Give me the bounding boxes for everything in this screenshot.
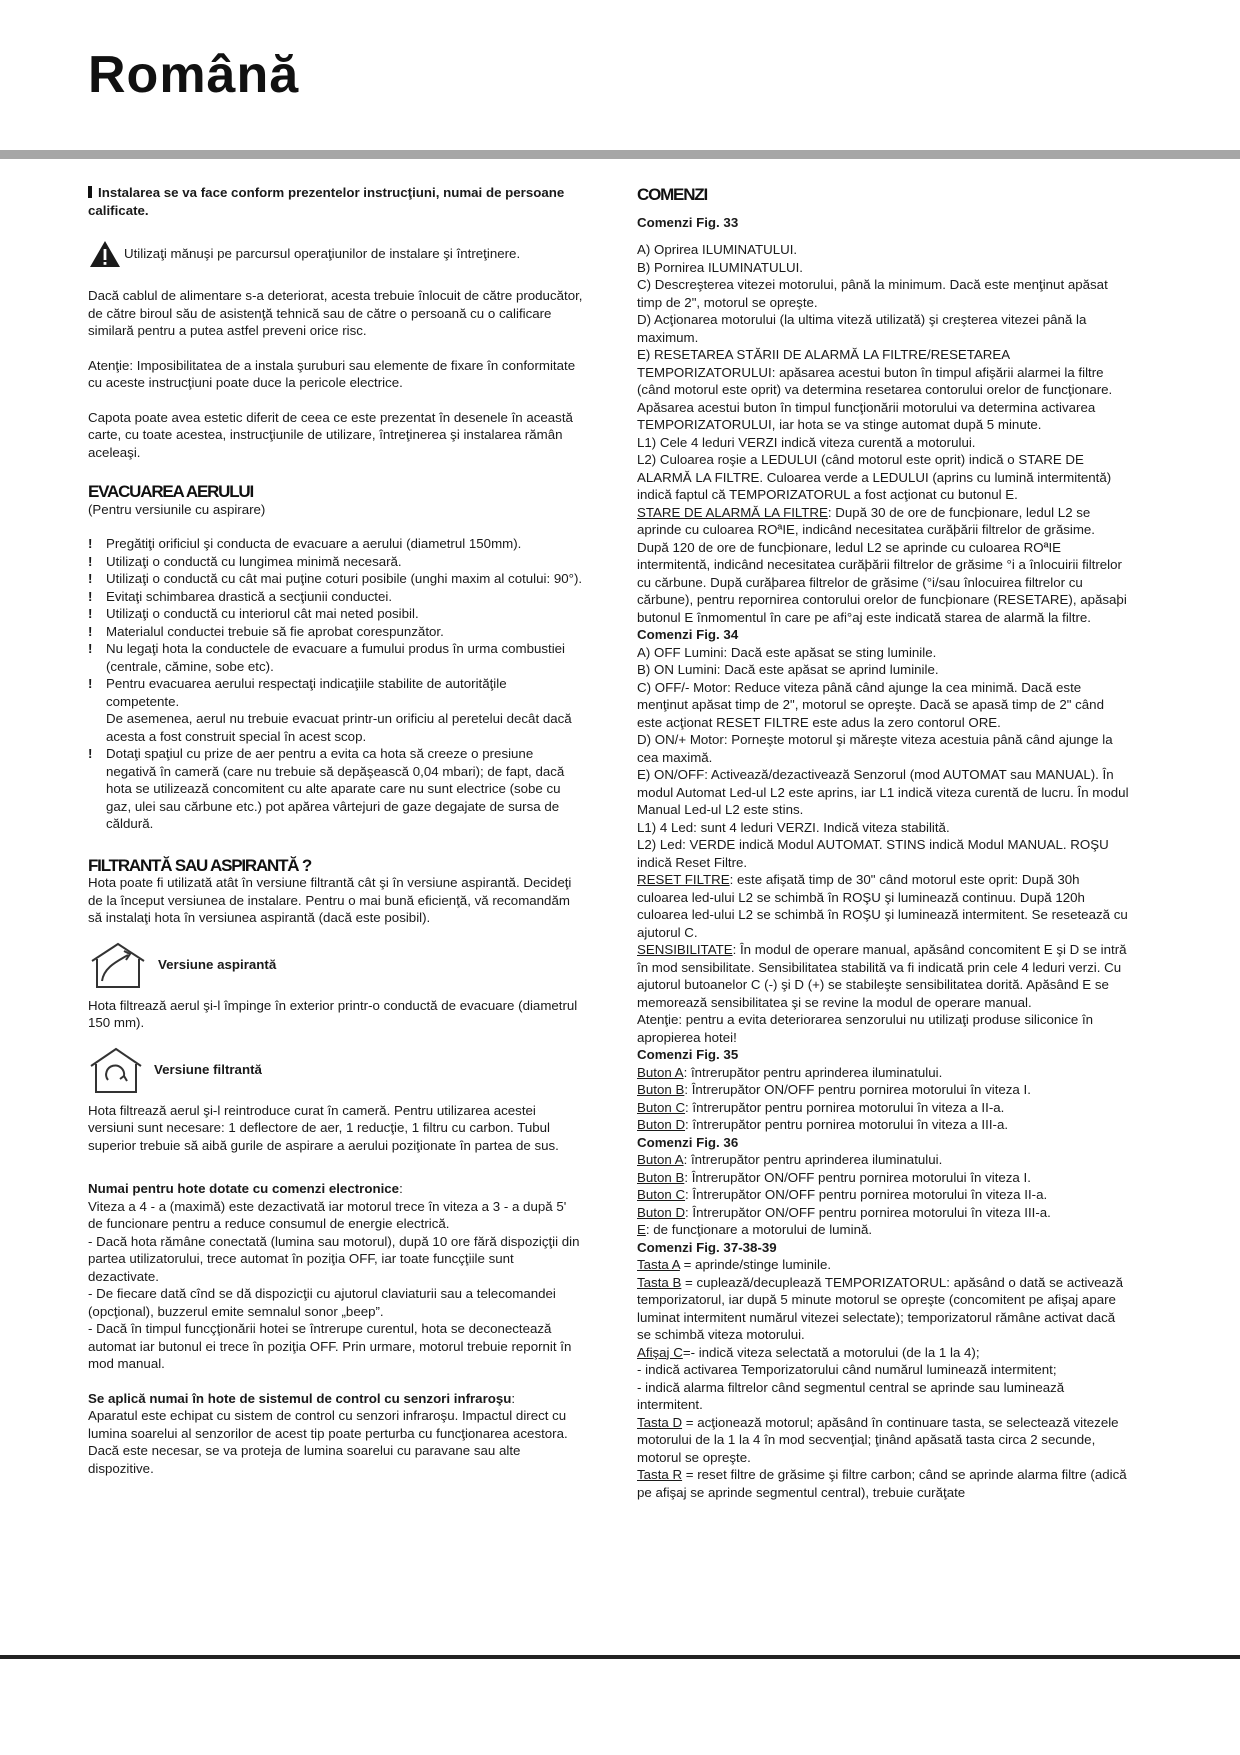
header-divider [0, 150, 1240, 159]
fig37-line: Tasta D = acţionează motorul; apăsând în continuare tasta, se selectează vitezele motorului de la 1 la 4 în mod secvenţial; ţinând apăsată tasta circa 2 secunde, motorul se opreşte. [637, 1414, 1119, 1465]
fig36-line: E: de funcţionare a motorului de lumină. [637, 1222, 873, 1237]
version-paragraph: Hota poate fi utilizată atât în versiune filtrantă cât şi în versiune aspirantă. Decideţi de la început versiunea de instalare. Pentru o mai bună eficienţă, vă recomandăm să instalaţi hota în versiunea aspirantă (dacă este posibil). [88, 875, 572, 925]
left-column [88, 184, 583, 1477]
electronic-line: - De fiecare dată cînd se dă dispozicţii cu ajutorul claviaturii sau a telecomandei (opcţional), buzzerul emite semnalul sonor „beep”. [88, 1286, 556, 1319]
exclamation-icon [88, 186, 92, 198]
heading-evacuation: EVACUAREA AERULUI [88, 482, 254, 501]
aspirant-version-label: Versiune aspirantă [88, 941, 583, 989]
fig33-line: L2) Culoarea roşie a LEDULUI (când motorul este oprit) indică o STARE DE ALARMĂ LA FILTRE. Culoarea verde a LEDULUI (aprins cu lumină intermitentă) indică faptul că TEMPORIZATORUL a fost acţionat cu butonul E. [637, 452, 1112, 502]
fig34-line: C) OFF/- Motor: Reduce viteza până când ajunge la cea minimă. Dacă este menţinut apăsat timp de 2", motorul se opreşte. Dacă se apasă timp de 2" când este acţionat RESET FILTRE este adus la zero contorul ORE. [637, 679, 1104, 730]
infrared-heading: Se aplică numai în hote de sistemul de control cu senzori infraroşu: [88, 1390, 516, 1406]
fig33-line: A) Oprirea ILUMINATULUI. [637, 242, 798, 257]
fig35-line: Buton A: întrerupător pentru aprinderea iluminatului. [637, 1064, 943, 1080]
fig37-heading: Comenzi Fig. 37-38-39 [637, 1239, 777, 1255]
reset-filters-paragraph: RESET FILTRE: este afişată timp de 30" când motorul este oprit: După 30h culoarea led-ului L2 se schimbă în ROŞU şi luminează continuu. După 120h culoarea led-ului L2 se schimbă în ROŞU şi luminează intermitent. Se resetează cu ajutorul C. [637, 872, 1128, 940]
bullet-item: ! Pregătiţi orificiul şi conducta de evacuare a aerului (diametrul 150mm). [88, 536, 522, 551]
bullet-item: ! Nu legaţi hota la conductele de evacuare a fumului produs în urma combustiei (centrale, cămine, sobe etc). [88, 641, 566, 674]
fig35-line: Buton D: întrerupător pentru pornirea motorului în viteza a III-a. [637, 1117, 1009, 1132]
heading-filtrant-or-aspirant: FILTRANTĂ SAU ASPIRANTĂ ? [88, 855, 312, 875]
footer-divider [0, 1655, 1240, 1659]
bullet-item: ! Dotaţi spaţiul cu prize de aer pentru a evita ca hota să creeze o presiune negativă în cameră (care nu trebuie să depăşească 0,04 mbari); de fapt, dacă hota se utilizează concomitent cu alte aparate care nu sunt electrice (sobe cu gaz, ulei sau cărbune etc.) pot apărea vârtejuri de gaze degajate de sursa de căldură. [88, 746, 565, 831]
evacuation-subtitle: (Pentru versiunile cu aspirare) [88, 501, 266, 517]
bullet-item: ! Pentru evacuarea aerului respectaţi indicaţiile stabilite de autorităţile competente. De asemenea, aerul nu trebuie evacuat printr-un orificiu al peretelui decât dacă acesta a fost construit special în acest scop. [88, 676, 572, 744]
bullet-item: ! Utilizaţi o conductă cu interiorul cât mai neted posibil. [88, 606, 419, 621]
display-line: - indică alarma filtrelor când segmentul central se aprinde sau luminează intermitent. [637, 1379, 1065, 1412]
heading-commands: COMENZI [637, 185, 707, 204]
attention-note: Atenţie: pentru a evita deteriorarea senzorului nu utilizaţi produse siliconice în apropierea hotei! [637, 1012, 1094, 1045]
filtrant-paragraph: Hota filtrează aerul şi-l reintroduce curat în cameră. Pentru utilizarea acestei versiuni sunt necesare: 1 deflectore de aer, 1 reducţie, 1 filtru cu carbon. Tubul superior trebuie să aibă gurile de aspirare a aerului poziţionate în partea de sus. [88, 1102, 559, 1153]
fig36-heading: Comenzi Fig. 36 [637, 1134, 739, 1150]
fig37-line: Tasta R = reset filtre de grăsime şi filtre carbon; când se aprinde alarma filtre (adică pe afişaj se aprinde segmentul central), trebuie curăţate [637, 1467, 1127, 1500]
gloves-note: Utilizaţi mănuşi pe parcursul operaţiunilor de instalare şi întreţinere. [88, 239, 583, 269]
infrared-paragraph: Aparatul este echipat cu sistem de control cu senzori infraroşu. Impactul direct cu lumina soarelui al senzorilor de acest tip poate perturba cu funcţionarea acestora. Dacă este necesar, se va proteja de lumina soarelui cu paravane sau alte dispozitive. [88, 1408, 568, 1476]
electronic-line: Viteza a 4 - a (maximă) este dezactivată iar motorul trece în viteza a 3 - a după 5' de funcionare pentru a reduce consumul de energie electrică. [88, 1198, 567, 1231]
fig34-line: A) OFF Lumini: Dacă este apăsat se sting luminile. [637, 644, 937, 660]
fig36-line: Buton B: Întrerupător ON/OFF pentru pornirea motorului în viteza I. [637, 1169, 1031, 1185]
fig34-line: L2) Led: VERDE indică Modul AUTOMAT. STINS indică Modul MANUAL. ROŞU indică Reset Filtre. [637, 837, 1109, 870]
aspirant-hood-icon [88, 941, 148, 989]
aspirant-paragraph: Hota filtrează aerul şi-l împinge în exterior printr-o conductă de evacuare (diametrul 150 mm). [88, 997, 578, 1030]
fig35-line: Buton B: Întrerupător ON/OFF pentru pornirea motorului în viteza I. [637, 1082, 1031, 1097]
fig35-heading: Comenzi Fig. 35 [637, 1047, 739, 1062]
fig34-line: B) ON Lumini: Dacă este apăsat se aprind luminile. [637, 662, 939, 677]
fig33-heading: Comenzi Fig. 33 [637, 214, 739, 230]
fig34-heading: Comenzi Fig. 34 [637, 627, 739, 642]
electronic-line: - Dacă în timpul funcçţionării hotei se întrerupe curentul, hota se deconectează automat iar butonul ei trece în poziţia OFF. Prin urmare, motorul trebuie repornit în mod manual. [88, 1321, 572, 1371]
cable-paragraph: Dacă cablul de alimentare s-a deteriorat, acesta trebuie înlocuit de către producător, de către biroul său de asistenţă tehnică sau de către o persoană cu o calificare similară pentru a putea astfel preveni orice risc. [88, 288, 583, 338]
aesthetic-paragraph: Capota poate avea estetic diferit de ceea ce este prezentat în desenele în această carte, cu toate acestea, instrucţiunile de utilizare, întreţinerea şi instalarea rămân aceleaşi. [88, 409, 573, 460]
fig37-line: Tasta A = aprinde/stinge luminile. [637, 1257, 832, 1272]
fig36-line: Buton A: întrerupător pentru aprinderea iluminatului. [637, 1152, 943, 1167]
fig33-line: E) RESETAREA STĂRII DE ALARMĂ LA FILTRE/RESETAREA TEMPORIZATORULUI: apăsarea acestui buton în timpul afişării alarmei la filtre (când motorul este oprit) va determina resetarea contorului orelor de funcţionare. Apăsarea acestui buton în timpul funcţionării motorului va determina activarea TEMPORIZATORULUI, iar hota se va stinge automat după 5 minute. [637, 347, 1113, 432]
bullet-item: ! Materialul conductei trebuie să fie aprobat corespunzător. [88, 623, 444, 639]
install-warning: Instalarea se va face conform prezentelor instrucţiuni, numai de persoane calificate. [88, 185, 565, 218]
filtrant-hood-icon [88, 1046, 144, 1094]
display-line: - indică activarea Temporizatorului când numărul luminează intermitent; [637, 1362, 1057, 1377]
warning-triangle-icon [88, 239, 122, 269]
screws-paragraph: Atenţie: Imposibilitatea de a instala şuruburi sau elemente de fixare în conformitate cu aceste instrucţiuni poate duce la pericole electrice. [88, 357, 576, 390]
bullet-item: ! Utilizaţi o conductă cu lungimea minimă necesară. [88, 553, 402, 569]
fig36-line: Buton C: Întrerupător ON/OFF pentru pornirea motorului în viteza II-a. [637, 1187, 1048, 1202]
fig34-line: D) ON/+ Motor: Porneşte motorul şi măreşte viteza acestuia până când ajunge la cea maximă. [637, 732, 1113, 765]
fig34-line: E) ON/OFF: Activează/dezactivează Senzorul (mod AUTOMAT sau MANUAL). În modul Automat Led-ul L2 este aprins, iar L1 indică viteza curentă de lucru. În modul Manual Led-ul L2 este stins. [637, 767, 1129, 817]
fig36-line: Buton D: Întrerupător ON/OFF pentru pornirea motorului în viteza III-a. [637, 1204, 1051, 1220]
fig37-line: Afişaj C=- indică viteza selectată a motorului (de la 1 la 4); [637, 1344, 980, 1360]
filter-alarm-paragraph: STARE DE ALARMĂ LA FILTRE: După 30 de ore de funcþionare, ledul L2 se aprinde cu culoarea ROªIE, indicând necesitatea curăþării filtrelor de grăsime. După 120 de ore de funcþionare, ledul L2 se aprinde cu culoarea ROªIE intermitentă, indicând necesitatea curăþării filtrelor de grăsime °i a înlocuirii filtrelor cu cărbune. După curăþarea filtrelor de grăsime (°i/sau înlocuirea filtrelor cu cărbune), pentru repornirea contorului orelor de funcþionare (RESETARE), apăsaþi butonul E înmomentul în care pe afi°aj este indicată starea de alarmă la filtre. [637, 504, 1127, 625]
bullet-item: ! Utilizaţi o conductă cu cât mai puţine coturi posibile (unghi maxim al cotului: 90°). [88, 571, 583, 586]
fig35-line: Buton C: întrerupător pentru pornirea motorului în viteza a II-a. [637, 1099, 1005, 1115]
fig33-line: D) Acţionarea motorului (la ultima viteză utilizată) şi creşterea vitezei până la maximum. [637, 312, 1087, 345]
sensitivity-paragraph: SENSIBILITATE: În modul de operare manual, apăsând concomitent E şi D se intră în mod sensibilitate. Sensibilitatea stabilită va fi indicată prin cele 4 leduri verzi. Cu ajutorul butoanelor C (-) şi D (+) se stabileşte sensibilitatea dorită. Apăsând E se memorează sensibilitatea şi se revine la modul de operare manual. [637, 942, 1127, 1010]
electronic-line: - Dacă hota rămâne conectată (lumina sau motorul), după 10 ore fără dispoziçţii din partea utilizatorului, trece automat în poziţia OFF, iar toate funcçţiile sunt dezactivate. [88, 1233, 580, 1284]
fig34-line: L1) 4 Led: sunt 4 leduri VERZI. Indică viteza stabilită. [637, 819, 950, 835]
filtrant-version-label: Versiune filtrantă [88, 1046, 583, 1094]
page-title: Română [88, 46, 300, 104]
fig33-line: L1) Cele 4 leduri VERZI indică viteza curentă a motorului. [637, 434, 976, 450]
bullet-item: ! Evitaţi schimbarea drastică a secţiunii conductei. [88, 588, 393, 604]
fig33-line: C) Descreşterea vitezei motorului, până la minimum. Dacă este menţinut apăsat timp de 2", motorul se opreşte. [637, 277, 1108, 310]
fig37-line: Tasta B = cuplează/decuplează TEMPORIZATORUL: apăsând o dată se activează temporizatorul, iar după 5 minute motorul se opreşte (concomitent pe afişaj apare luminat intermitent numărul vitezei selectate); temporizatorul rămâne activat dacă se schimbă viteza motorului. [637, 1274, 1123, 1342]
fig33-line: B) Pornirea ILUMINATULUI. [637, 259, 804, 275]
electronic-controls-heading: Numai pentru hote dotate cu comenzi electronice: [88, 1181, 403, 1196]
right-column [637, 184, 1129, 1501]
